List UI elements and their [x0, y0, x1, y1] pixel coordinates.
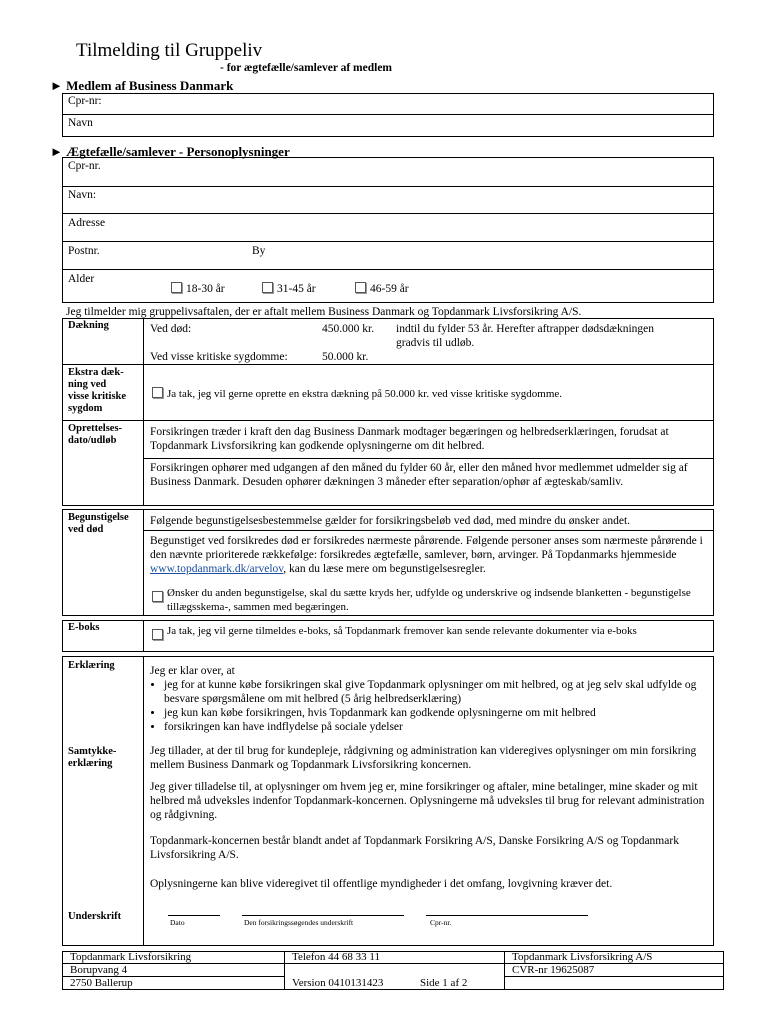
age-option-46-59[interactable]: 46-59 år: [355, 282, 409, 295]
age-option-31-45[interactable]: 31-45 år: [262, 282, 316, 295]
footer-company-as: Topdanmark Livsforsikring A/S: [512, 951, 653, 963]
age-option-18-30[interactable]: 18-30 år: [171, 282, 225, 295]
consent-label: Samtykke- erklæring: [68, 746, 117, 769]
enrollment-statement: Jeg tilmelder mig gruppelivsaftalen, der er aftalt mellem Business Danmark og Topdanmark Livsforsikring A/S.: [66, 306, 582, 318]
declaration-bullet: • jeg for at kunne købe forsikringen skal give Topdanmark oplysninger om mit helbred, og at jeg selv skal udfylde og besvare spørgsmålene om mit helbred (5 årig helbredserklæring): [164, 678, 708, 706]
consent-text-2: Jeg giver tilladelse til, at oplysninger om hvem jeg er, mine forsikringer og aftaler, mine betalinger, mine skader og mit helbred må udveksles indenfor Topdanmark-koncernen. Oplysningerne må udveksles til brug for relevant administration og rådgivning.: [150, 781, 705, 821]
consent-text-4: Oplysningerne kan blive videregivet til offentlige myndigheder i det omfang, lovgivning kræver det.: [150, 878, 613, 890]
spouse-city-field[interactable]: By: [252, 245, 266, 257]
eboks-label: E-boks: [68, 622, 100, 633]
consent-text-1: Jeg tillader, at der til brug for kundepleje, rådgivning og administration kan videregives oplysninger om min forsikring mellem Business Danmark og Topdanmark Livsforsikring koncernen.: [150, 745, 697, 771]
footer-street: Borupvang 4: [70, 964, 128, 976]
beneficiary-label: Begunstigelse ved død: [68, 512, 129, 535]
date-line[interactable]: [168, 915, 220, 916]
cpr-line[interactable]: [426, 915, 588, 916]
signature-caption: Den forsikringssøgendes underskrift: [244, 918, 354, 927]
member-box: [62, 93, 714, 137]
section-member-heading: ► Medlem af Business Danmark: [50, 78, 234, 93]
page-title: Tilmelding til Gruppeliv: [76, 40, 263, 61]
declaration-bullet: • forsikringen kan have indflydelse på sociale ydelser: [164, 720, 708, 734]
critical-amount: 50.000 kr.: [322, 351, 369, 363]
beneficiary-intro: Følgende begunstigelsesbestemmelse gælder for forsikringsbeløb ved død, med mindre du ønsker andet.: [150, 515, 631, 527]
spouse-address-field[interactable]: Adresse: [68, 217, 106, 229]
footer-cvr: CVR-nr 19625087: [512, 964, 595, 976]
beneficiary-text: Begunstiget ved forsikredes død er forsikredes nærmeste pårørende. Følgende personer anses som nærmeste pårørende i den nævnte prioriterede rækkefølge: forsikredes ægtefælle, samlever, børn, arvinger. På Topdanmarks hjemmeside www.topdanmark.dk/arvelov, kan du læse mere om begunstigelsesregler.: [150, 535, 703, 575]
member-name-field[interactable]: Navn: [68, 117, 93, 129]
death-label: Ved død:: [150, 323, 192, 335]
death-amount: 450.000 kr.: [322, 323, 375, 335]
signature-label: Underskrift: [68, 911, 122, 922]
checkbox-icon[interactable]: [355, 282, 366, 293]
critical-label: Ved visse kritiske sygdomme:: [150, 351, 288, 363]
section-spouse-heading: ► Ægtefælle/samlever - Personoplysninger: [50, 144, 290, 159]
spouse-cpr-field[interactable]: Cpr-nr.: [68, 160, 101, 172]
start-text: Forsikringen træder i kraft den dag Business Danmark modtager begæringen og helbredserklæringen, forudsat at Topdanmark Livsforsikring kan godkende oplysningerne om dit helbred.: [150, 426, 669, 452]
end-text: Forsikringen ophører med udgangen af den måned du fylder 60 år, eller den måned hvor medlemmet udmelder sig af Business Danmark. Desuden ophører dækningen 3 måneder efter separation/ophør af ægteskab/samliv.: [150, 462, 688, 488]
footer-page: Side 1 af 2: [420, 977, 468, 989]
page-subtitle: - for ægtefælle/samlever af medlem: [220, 62, 393, 74]
extra-coverage-label: Ekstra dæk- ning ved visse kritiske sygdom: [68, 367, 127, 414]
checkbox-icon[interactable]: [152, 629, 163, 640]
spouse-name-field[interactable]: Navn:: [68, 189, 97, 201]
checkbox-icon[interactable]: [171, 282, 182, 293]
declaration-bullet: • jeg kun kan købe forsikringen, hvis Topdanmark kan godkende oplysningerne om mit helbred: [164, 706, 708, 720]
checkbox-icon[interactable]: [152, 387, 163, 398]
member-cpr-field[interactable]: Cpr-nr:: [68, 95, 102, 107]
footer-version: Version 0410131423: [292, 977, 384, 989]
declaration-text: Jeg er klar over, at • jeg for at kunne købe forsikringen skal give Topdanmark oplysninger om mit helbred, og at jeg selv skal udfylde og besvare spørgsmålene om mit helbred (5 årig helbredserklæring) • jeg kun kan købe forsikringen, hvis Topdanmark kan godkende oplysningerne om mit helbred • forsikringen kan have indflydelse på sociale ydelser: [150, 664, 708, 734]
death-text-line2: gradvis til udløb.: [396, 337, 475, 349]
consent-text-3: Topdanmark-koncernen består blandt andet af Topdanmark Forsikring A/S, Danske Forsikring A/S og Topdanmark Livsforsikring A/S.: [150, 835, 679, 861]
checkbox-icon[interactable]: [152, 591, 163, 602]
eboks-option[interactable]: Ja tak, jeg vil gerne tilmeldes e-boks, så Topdanmark fremover kan sende relevante dokumenter via e-boks: [152, 624, 692, 638]
coverage-label: Dækning: [68, 320, 109, 331]
footer-city: 2750 Ballerup: [70, 977, 133, 989]
signature-line[interactable]: [242, 915, 404, 916]
age-label: Alder: [68, 273, 95, 285]
start-end-label: Oprettelses- dato/udløb: [68, 423, 123, 446]
footer-company: Topdanmark Livsforsikring: [70, 951, 192, 963]
death-text-line1: indtil du fylder 53 år. Herefter aftrapper dødsdækningen: [396, 323, 655, 335]
arvelov-link[interactable]: www.topdanmark.dk/arvelov: [150, 563, 284, 575]
declaration-label: Erklæring: [68, 660, 115, 671]
spouse-postnr-field[interactable]: Postnr.: [68, 245, 100, 257]
footer-phone: Telefon 44 68 33 11: [292, 951, 381, 963]
cpr-caption: Cpr-nr.: [430, 918, 452, 927]
checkbox-icon[interactable]: [262, 282, 273, 293]
extra-coverage-option[interactable]: Ja tak, jeg vil gerne oprette en ekstra dækning på 50.000 kr. ved visse kritiske sygdomme.: [152, 387, 562, 401]
date-caption: Dato: [170, 918, 185, 927]
other-beneficiary-option[interactable]: Ønsker du anden begunstigelse, skal du sætte kryds her, udfylde og underskrive og indsende blanketten - begunstigelse tillægsskema-, sammen med begæringen.: [152, 586, 697, 614]
